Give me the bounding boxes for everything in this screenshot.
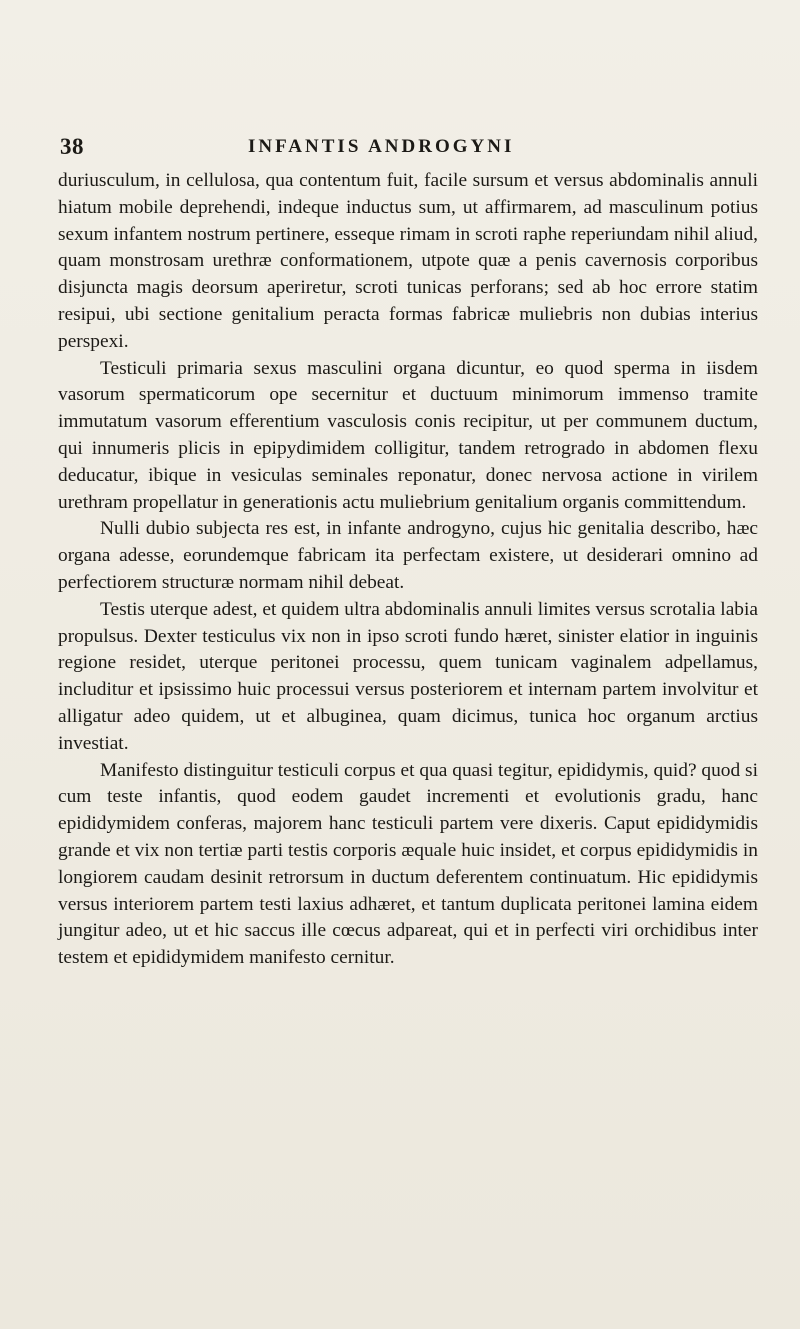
paragraph-3: Nulli dubio subjecta res est, in infante androgyno, cujus hic genitalia describo, hæc organa adesse, eorundemque fabricam ita perfectam existere, ut desiderari omnino ad perfectiorem structuræ normam nihil debeat. <box>58 518 758 593</box>
paragraph-1: duriusculum, in cellulosa, qua contentum fuit, facile sursum et versus abdominalis annuli hiatum mobile deprehendi, indeque inductus sum, ut affirmarem, ad masculinum potius sexum infantem nostrum pertinere, esseque rimam in scroti raphe reperiundam nihil aliud, quam monstrosam urethræ conformationem, utpote quæ a penis cavernosis corporibus disjuncta magis deorsum aperiretur, scroti tunicas perforans; sed ab hoc errore statim resipui, ubi sectione genitalium peracta formas fabricæ muliebris non dubias interius perspexi. <box>58 170 758 352</box>
page-header <box>60 134 760 164</box>
page-number: 38 <box>60 134 84 159</box>
body-text <box>58 168 758 972</box>
running-head: INFANTIS ANDROGYNI <box>248 136 515 157</box>
paragraph-2: Testiculi primaria sexus masculini organa dicuntur, eo quod sperma in iisdem vasorum spermaticorum ope secernitur et ductuum minimorum immenso tramite immutatum vasorum efferentium vasculosis conis recipitur, ut per communem ductum, qui innumeris plicis in epipydimidem colligitur, tandem retrogrado in abdomen flexu deducatur, ibique in vesiculas seminales reponatur, donec nervosa actione in virilem urethram propellatur in generationis actu muliebrium genitalium organis committendum. <box>58 357 758 513</box>
paragraph-5: Manifesto distinguitur testiculi corpus et qua quasi tegitur, epididymis, quid? quod si cum teste infantis, quod eodem gaudet incrementi et evolutionis gradu, hanc epididymidem conferas, majorem hanc testiculi partem vere dixeris. Caput epididymidis grande et vix non tertiæ parti testis corporis æquale huic insidet, et corpus epididymidis in longiorem caudam desinit retrorsum in ductum deferentem continuatum. Hic epididymis versus interiorem partem testi laxius adhæret, et tantum duplicata peritonei lamina eidem jungitur adeo, ut et hic saccus ille cœcus adpareat, qui et in perfecti viri orchidibus inter testem et epididymidem manifesto cernitur. <box>58 759 758 969</box>
paragraph-4: Testis uterque adest, et quidem ultra abdominalis annuli limites versus scrotalia labia propulsus. Dexter testiculus vix non in ipso scroti fundo hæret, sinister elatior in inguinis regione residet, uterque peritonei processu, quem tunicam vaginalem adpellamus, includitur et ipsissimo huic processui versus posteriorem et internam partem involvitur et alligatur adeo quidem, ut et albuginea, quam dicimus, tunica hoc organum arctius investiat. <box>58 598 758 754</box>
